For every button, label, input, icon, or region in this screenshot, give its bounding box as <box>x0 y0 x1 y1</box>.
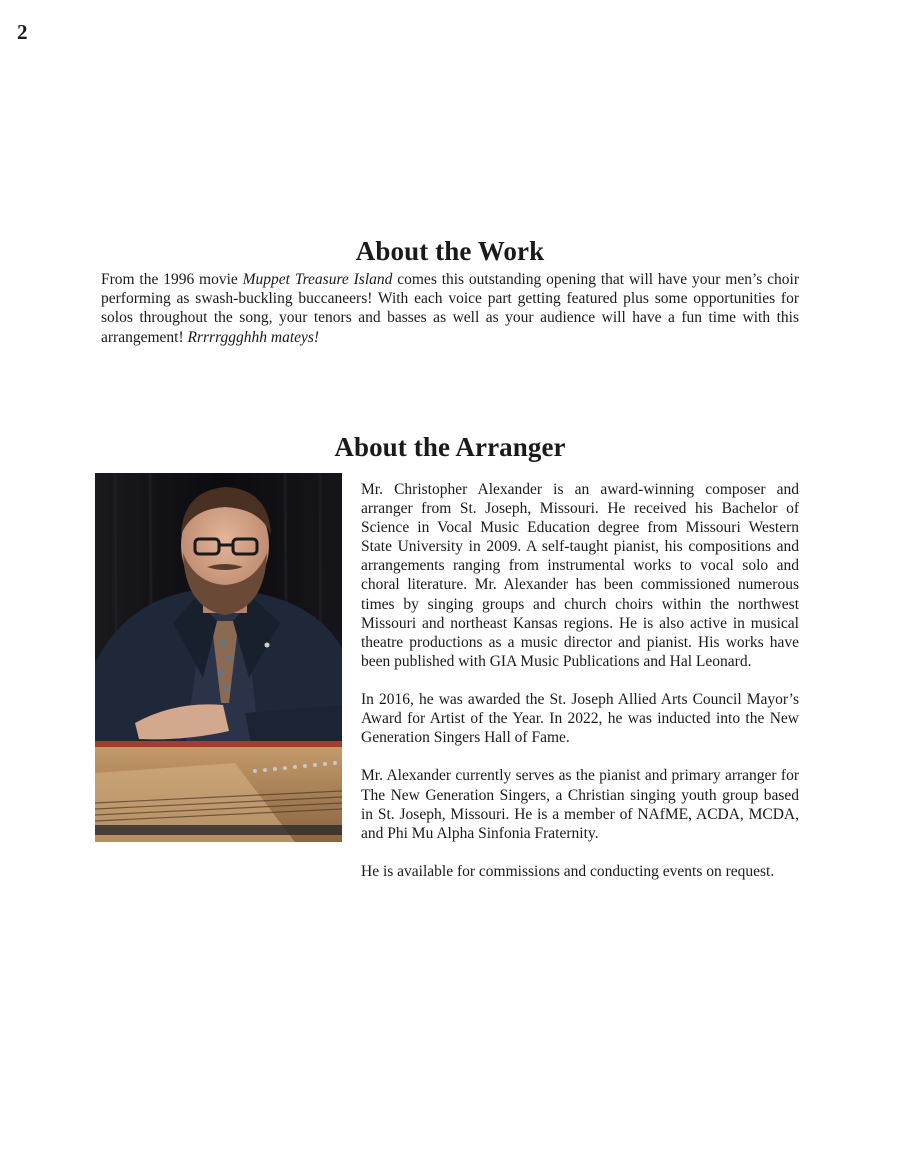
about-arranger-heading: About the Arranger <box>334 432 566 462</box>
about-work-text-body: comes this outstanding opening that will have your men’s choir performing as swash-buckling buccaneers! With each voice part getting featured plus some opportunities for solos throughout the song, your tenors and basses as well as your audience will have a fun time with this arrangement! <box>101 271 799 346</box>
about-work-heading: About the Work <box>355 236 545 266</box>
about-work-exclamation: Rrrrrggghhh mateys! <box>187 328 320 346</box>
about-work-text <box>101 270 799 347</box>
page-number: 2 <box>17 20 28 44</box>
about-work-text-intro: From the 1996 movie <box>101 271 243 288</box>
bio-paragraph: In 2016, he was awarded the St. Joseph Allied Arts Council Mayor’s Award for Artist of the Year. In 2022, he was inducted into the New Generation Singers Hall of Fame. <box>361 691 799 747</box>
arranger-bio <box>361 480 799 900</box>
bio-paragraph: Mr. Alexander currently serves as the pianist and primary arranger for The New Generation Singers, a Christian singing youth group based in St. Joseph, Missouri. He is a member of NAfME, ACDA, MCDA, and Phi Mu Alpha Sinfonia Fraternity. <box>361 767 799 842</box>
bio-paragraph: He is available for commissions and conducting events on request. <box>361 862 775 880</box>
bio-paragraph: Mr. Christopher Alexander is an award-winning composer and arranger from St. Joseph, Missouri. He received his Bachelor of Science in Vocal Music Education degree from Missouri Western State University in 2009. A self-taught pianist, his compositions and arrangements ranging from instrumental works to vocal solo and choral literature. Mr. Alexander has been commissioned numerous times by singing groups and church choirs within the northwest Missouri and northeast Kansas regions. He is also active in musical theatre productions as a music director and pianist. His works have been published with GIA Music Publications and Hal Leonard. <box>361 481 799 670</box>
arranger-photo <box>95 473 342 842</box>
movie-title: Muppet Treasure Island <box>242 271 393 288</box>
